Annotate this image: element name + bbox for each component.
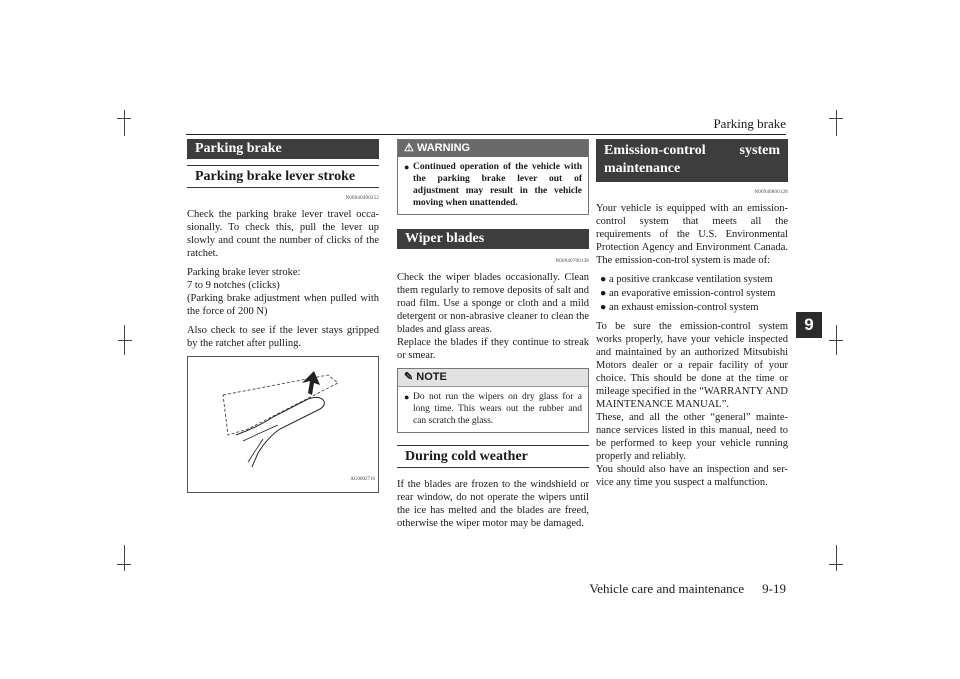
subsection-heading: Parking brake lever stroke	[187, 165, 379, 188]
section-heading: Wiper blades	[397, 229, 589, 249]
list-item	[600, 273, 788, 286]
paragraph: Also check to see if the lever stays gripped by the ratchet after pulling.	[187, 325, 379, 349]
list-item-text: an evaporative emission-control system	[608, 288, 776, 299]
crop-mark	[124, 545, 125, 571]
paragraph: To be sure the emission-control system works properly, have your vehicle inspected and maintained by an authorized Mitsubishi Motors dealer or a repair facility of your choice. This should be done at the time or mileage specified in the “WARRANTY AND MAINTENANCE MANUAL”.	[596, 321, 788, 410]
note-text	[398, 387, 588, 432]
note-box	[397, 368, 589, 433]
note-text-content: Do not run the wipers on dry glass for a long time. This wears out the rubber and can scratch the glass.	[413, 392, 582, 426]
warning-header	[398, 140, 588, 157]
page-number: 9-19	[762, 581, 786, 596]
footer-section: Vehicle care and maintenance	[589, 581, 745, 596]
paragraph: Replace the blades if they continue to streak or smear.	[397, 337, 589, 361]
doc-code: N00940400252	[345, 196, 379, 201]
section-heading: Emission-control system maintenance	[596, 139, 788, 182]
crop-mark	[836, 110, 837, 136]
paragraph: Your vehicle is equipped with an emission-control system that meets all the requirements of the U.S. Environmental Protection Agency and Environment Canada. The emission-con-trol system is made of:	[596, 203, 788, 266]
list-item	[600, 287, 788, 300]
bullet-icon: ●	[404, 162, 410, 172]
section-heading: Parking brake	[187, 139, 379, 159]
crop-mark	[118, 340, 132, 341]
paragraph: You should also have an inspection and ser-vice any time you suspect a malfunction.	[596, 464, 788, 488]
bullet-list	[596, 273, 788, 314]
doc-code: N00940700138	[555, 259, 589, 264]
bullet-icon: ●	[600, 302, 607, 313]
illustration-code: AG0002716	[350, 477, 375, 482]
subsection-heading: During cold weather	[397, 445, 589, 468]
chapter-tab: 9	[796, 312, 822, 338]
doc-code: N00940800128	[754, 190, 788, 195]
crop-mark	[124, 110, 125, 136]
column-parking-brake	[187, 139, 379, 493]
parking-brake-illustration	[187, 356, 379, 493]
bullet-icon: ●	[600, 288, 607, 299]
line: 7 to 9 notches (clicks)	[187, 280, 280, 291]
crop-mark	[836, 325, 837, 355]
line: Parking brake lever stroke:	[187, 267, 301, 278]
crop-mark	[836, 545, 837, 571]
warning-box	[397, 139, 589, 215]
line: (Parking brake adjustment when pulled with the force of 200 N)	[187, 293, 379, 317]
column-emission-control	[596, 139, 788, 495]
header-rule	[186, 134, 786, 135]
paragraph: Check the wiper blades occasionally. Clean them regularly to remove deposits of salt and road film. Use a sponge or cloth and a mild detergent or non-abrasive cleaner to clean the blades and glass areas.	[397, 272, 589, 335]
warning-text	[398, 157, 588, 214]
paragraph: These, and all the other “general” mainte-nance services listed in this manual, need to be performed to keep your vehicle running properly and reliably.	[596, 412, 788, 462]
page-footer	[589, 581, 786, 597]
bullet-icon: ●	[600, 274, 607, 285]
paragraph: Check the parking brake lever travel occa-sionally. To check this, pull the lever up slowly and count the number of clicks of the ratchet.	[187, 209, 379, 259]
note-label: NOTE	[416, 371, 447, 383]
pencil-icon: ✎	[404, 371, 414, 383]
running-header: Parking brake	[713, 116, 786, 131]
warning-triangle-icon: ⚠	[404, 142, 414, 154]
column-wiper-blades	[397, 139, 589, 536]
lever-drawing	[188, 357, 378, 490]
note-header	[398, 369, 588, 387]
list-item-text: a positive crankcase ventilation system	[608, 274, 773, 285]
paragraph: If the blades are frozen to the windshield or rear window, do not operate the wipers until the ice has melted and the blades are freed, otherwise the wiper motor may be damaged.	[397, 479, 589, 529]
list-item	[600, 301, 788, 314]
crop-mark	[124, 325, 125, 355]
bullet-icon: ●	[404, 392, 410, 402]
warning-label: WARNING	[416, 142, 471, 154]
list-item-text: an exhaust emission-control system	[608, 302, 759, 313]
warning-text-content: Continued operation of the vehicle with the parking brake lever out of adjustment may result in the vehicle moving when unattended.	[413, 162, 582, 208]
paragraph	[187, 266, 379, 318]
